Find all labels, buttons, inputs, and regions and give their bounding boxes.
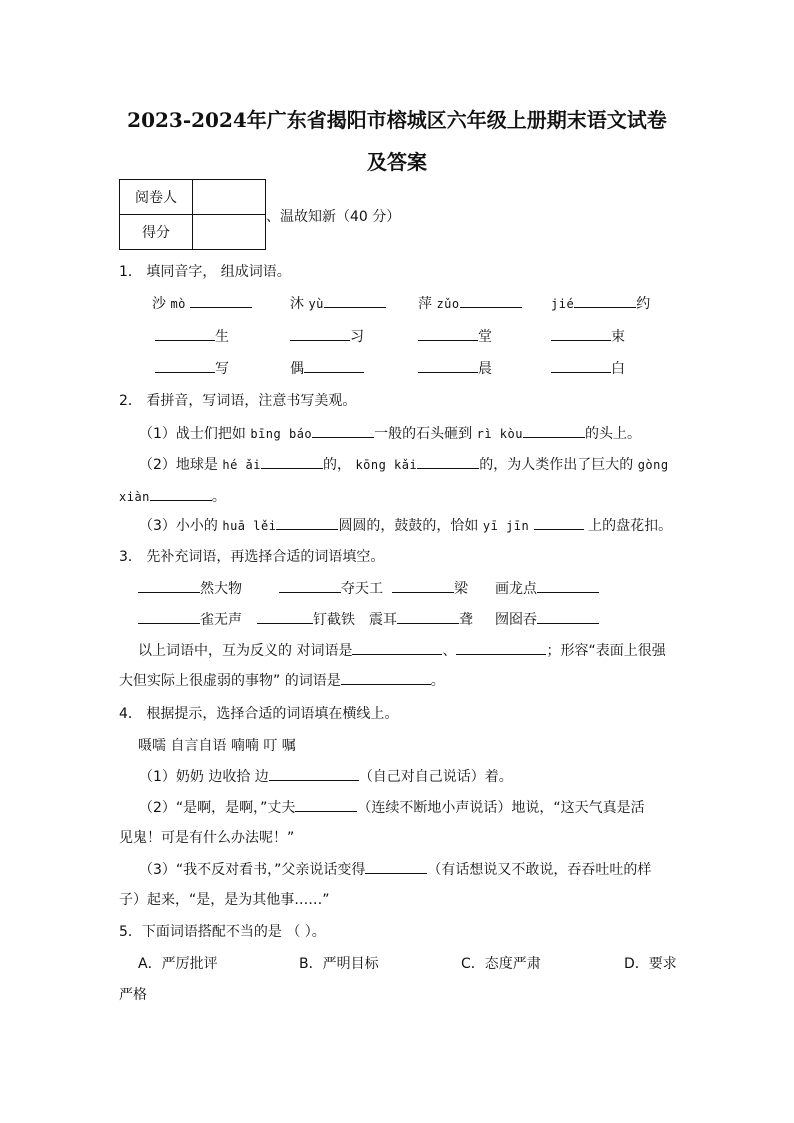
- q1-item: 沐 yù: [290, 293, 386, 313]
- answer-blank[interactable]: [417, 454, 479, 469]
- answer-blank[interactable]: [574, 293, 636, 308]
- answer-blank[interactable]: [290, 326, 350, 341]
- answer-blank[interactable]: [418, 326, 478, 341]
- score-label: 得分: [120, 215, 193, 250]
- answer-blank[interactable]: [418, 358, 478, 373]
- question-2-stem: 2． 看拼音，写词语，注意书写美观。: [119, 393, 357, 409]
- q4-sentence-2-wrap: 见鬼！可是有什么办法呢！”: [119, 830, 295, 846]
- q1-item: 写: [155, 358, 229, 378]
- q5-option-c[interactable]: C．态度严肃: [461, 956, 541, 972]
- question-5-stem: 5．下面词语搭配不当的是 （ ）。: [119, 924, 326, 940]
- answer-blank[interactable]: [155, 358, 215, 373]
- q3-item: 画龙点: [495, 578, 599, 598]
- q3-item: 震耳 聋: [369, 609, 473, 629]
- answer-blank[interactable]: [456, 640, 546, 655]
- answer-blank[interactable]: [551, 358, 611, 373]
- answer-blank[interactable]: [261, 454, 323, 469]
- answer-blank[interactable]: [138, 578, 200, 593]
- answer-blank[interactable]: [537, 578, 599, 593]
- score-table: [119, 179, 266, 250]
- q5-option-d-wrap: 严格: [119, 987, 147, 1003]
- q4-sentence-3-wrap: 子）起来，“是，是为其他事……”: [119, 892, 330, 908]
- q2-sentence-2-wrap: xiàn 。: [119, 486, 226, 506]
- q1-item: jié 约: [551, 293, 650, 313]
- q1-item: 沙 mò: [152, 293, 252, 313]
- q2-sentence-1: （1）战士们把如 bīng báo 一般的石头砸到 rì kòu 的头上。: [139, 423, 641, 443]
- q1-item: 晨: [418, 358, 492, 378]
- answer-blank[interactable]: [460, 293, 522, 308]
- answer-blank[interactable]: [190, 293, 252, 308]
- answer-blank[interactable]: [397, 609, 459, 624]
- q4-sentence-1: （1）奶奶 边收拾 边 （自己对自己说话）着。: [139, 766, 513, 786]
- q4-sentence-3: （3）“我不反对看书，”父亲说话变得 （有话想说又不敢说，吞吞吐吐的样: [139, 859, 651, 879]
- answer-blank[interactable]: [341, 670, 431, 685]
- answer-blank[interactable]: [392, 578, 454, 593]
- section-title: 、温故知新（40 分）: [266, 209, 401, 225]
- q2-sentence-2: （2）地球是 hé ǎi 的， kōng kǎi 的，为人类作出了巨大的 gòng: [139, 454, 669, 474]
- answer-blank[interactable]: [551, 326, 611, 341]
- answer-blank[interactable]: [269, 766, 359, 781]
- q4-sentence-2: （2）“是啊，是啊，”丈夫 （连续不断地小声说话）地说，“这天气真是活: [139, 797, 645, 817]
- q2-sentence-3: （3）小小的 huā lěi 圆圆的，鼓鼓的，恰如 yī jīn 上的盘花扣。: [139, 515, 672, 535]
- q3-item: 钉截铁: [257, 609, 355, 629]
- q3-fill-sentence: 以上词语中，互为反义的 对词语是 、 ；形容“表面上很强: [138, 640, 666, 660]
- document-title-continued: 及答案: [367, 150, 427, 174]
- answer-blank[interactable]: [155, 326, 215, 341]
- answer-blank[interactable]: [312, 423, 374, 438]
- answer-blank[interactable]: [276, 515, 338, 530]
- answer-blank[interactable]: [138, 609, 200, 624]
- q3-item: 夺天工: [279, 578, 383, 598]
- question-3-stem: 3． 先补充词语，再选择合适的词语填空。: [119, 549, 385, 565]
- score-cell: [193, 215, 266, 250]
- q1-item: 偶: [290, 358, 364, 378]
- q5-option-a[interactable]: A．严厉批评: [138, 956, 218, 972]
- answer-blank[interactable]: [352, 640, 442, 655]
- q1-item: 白: [551, 358, 625, 378]
- q3-item: 梁: [392, 578, 468, 598]
- q1-item: 束: [551, 326, 625, 346]
- answer-blank[interactable]: [257, 609, 313, 624]
- q3-item: 雀无声: [138, 609, 242, 629]
- answer-blank[interactable]: [324, 293, 386, 308]
- answer-blank[interactable]: [304, 358, 364, 373]
- q3-item: 囫囵吞: [495, 609, 599, 629]
- q3-fill-sentence-wrap: 大但实际上很虚弱的事物” 的词语是 。: [119, 670, 445, 690]
- answer-blank[interactable]: [534, 515, 584, 530]
- answer-blank[interactable]: [365, 859, 427, 874]
- q1-item: 堂: [418, 326, 492, 346]
- question-1-stem: 1． 填同音字， 组成词语。: [119, 264, 291, 280]
- q1-item: 萍 zǔo: [418, 293, 522, 313]
- reviewer-cell: [193, 180, 266, 215]
- answer-blank[interactable]: [295, 797, 357, 812]
- document-title: 2023-2024年广东省揭阳市榕城区六年级上册期末语文试卷: [127, 108, 667, 132]
- answer-blank[interactable]: [279, 578, 341, 593]
- q1-item: 生: [155, 326, 229, 346]
- q4-word-bank: 嗫嚅 自言自语 喃喃 叮 嘱: [138, 738, 296, 754]
- answer-blank[interactable]: [537, 609, 599, 624]
- q5-option-d[interactable]: D．要求: [624, 956, 677, 972]
- answer-blank[interactable]: [150, 486, 212, 501]
- q5-option-b[interactable]: B．严明目标: [299, 956, 379, 972]
- question-4-stem: 4． 根据提示，选择合适的词语填在横线上。: [119, 706, 399, 722]
- answer-blank[interactable]: [523, 423, 585, 438]
- q1-item: 习: [290, 326, 364, 346]
- q3-item: 然大物: [138, 578, 242, 598]
- reviewer-label: 阅卷人: [120, 180, 193, 215]
